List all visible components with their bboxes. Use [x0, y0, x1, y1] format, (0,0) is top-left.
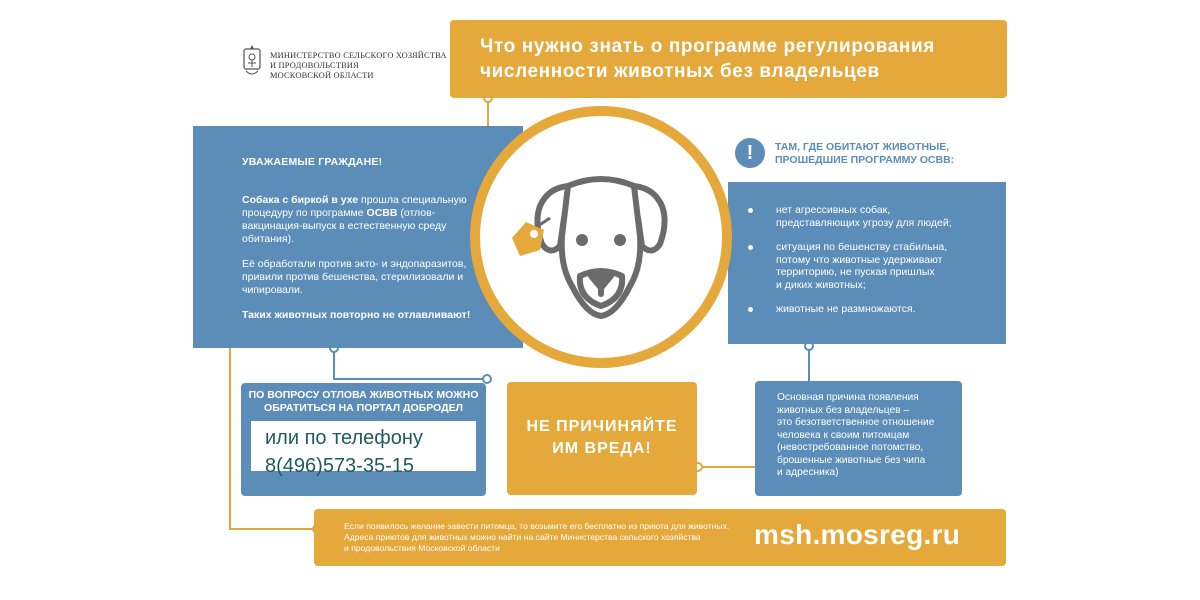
phone-number[interactable]: 8(496)573-35-15 — [265, 455, 414, 477]
connector-line — [333, 378, 483, 380]
dog-with-ear-tag-icon — [490, 126, 712, 348]
reason-text: (невостребованное потомство, брошенные животные без чипа и адресника) — [777, 442, 926, 478]
title-banner — [450, 20, 1007, 98]
reason-bold-text: Основная причина появления животных без владельцев – это безответственное отношение человека к своим питомцам — [777, 392, 935, 441]
tag-text: прошла специальную процедуру по программе — [242, 194, 467, 219]
right-heading: ТАМ, ГДЕ ОБИТАЮТ ЖИВОТНЫЕ, ПРОШЕДШИЕ ПРОГРАММУ ОСВВ: — [775, 141, 955, 166]
website-link[interactable]: msh.mosreg.ru — [754, 519, 961, 550]
footer-text: Если появилось желание завести питомца, то возьмите его бесплатно из приюта для животных. Адреса приютов для животных можно найти на сайте Министерства сельского хозяйства и продовольствия Московской области — [344, 521, 730, 553]
list-item: ситуация по бешенству стабильна, потому что животные удерживают территорию, не пуская пришлых и диких животных; — [748, 241, 998, 291]
reason-box — [755, 381, 962, 496]
coat-of-arms-icon — [242, 43, 262, 83]
list-item: нет агрессивных собак, представляющих угрозу для людей; — [748, 204, 998, 229]
left-info-text — [242, 156, 492, 334]
citizens-heading: УВАЖАЕМЫЕ ГРАЖДАНЕ! — [242, 156, 383, 168]
dog-eye — [614, 234, 626, 246]
osvv-bold-text: ОСВВ — [366, 207, 398, 219]
connector-line — [229, 348, 231, 528]
ministry-name: МИНИСТЕРСТВО СЕЛЬСКОГО ХОЗЯЙСТВА И ПРОДОВОЛЬСТВИЯ МОСКОВСКОЙ ОБЛАСТИ — [270, 51, 447, 80]
portal-box — [241, 383, 486, 496]
do-no-harm-text: НЕ ПРИЧИНЯЙТЕ ИМ ВРЕДА! — [526, 418, 678, 457]
no-recapture-note: Таких животных повторно не отлавливают! — [242, 309, 471, 321]
portal-title: ПО ВОПРОСУ ОТЛОВА ЖИВОТНЫХ МОЖНО ОБРАТИТЬСЯ НА ПОРТАЛ ДОБРОДЕЛ — [248, 389, 479, 414]
connector-line — [697, 466, 755, 468]
treatment-paragraph: Её обработали против экто- и эндопаразитов, привили против бешенства, стерилизовали и чипировали. — [242, 258, 467, 296]
tag-bold-text: Собака с биркой в ухе — [242, 194, 359, 206]
osvv-text: (отлов-вакцинация-выпуск в естественную среду обитания). — [242, 207, 447, 245]
footer-banner — [314, 509, 1006, 566]
page-title: Что нужно знать о программе регулирования численности животных без владельцев — [480, 36, 935, 82]
exclamation-icon: ! — [735, 138, 765, 168]
tag-paragraph — [242, 194, 492, 246]
ministry-header — [242, 43, 447, 83]
do-no-harm-box — [507, 382, 697, 495]
connector-line — [229, 528, 319, 530]
dog-eye — [576, 234, 588, 246]
list-item: животные не размножаются. — [748, 303, 998, 316]
benefits-list — [748, 204, 998, 328]
phone-label: или по телефону — [265, 427, 423, 449]
